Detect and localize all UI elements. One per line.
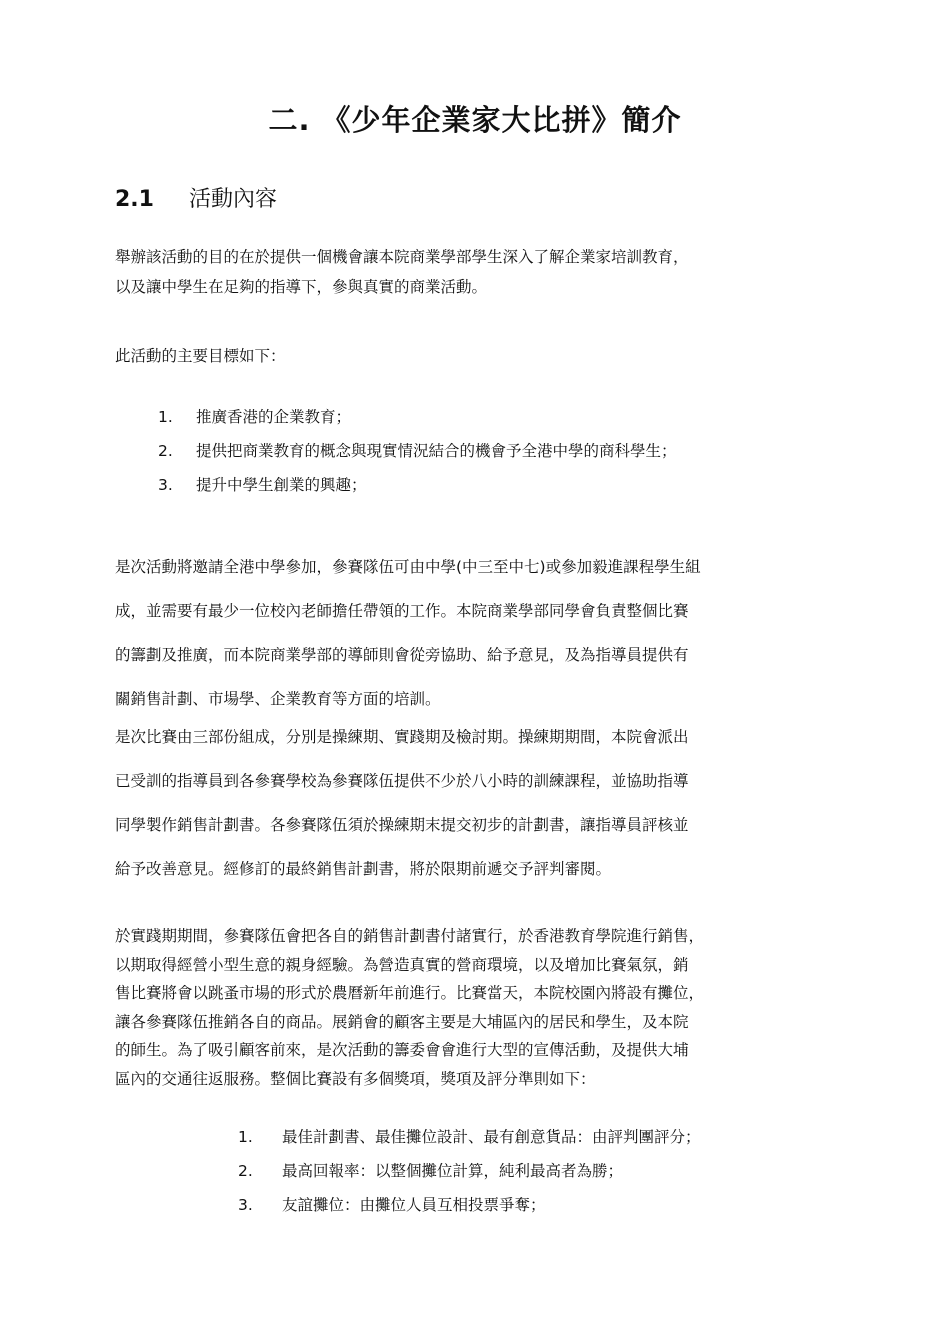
text-line: 以期取得經營小型生意的親身經驗。為營造真實的營商環境，以及增加比賽氣氛，銷 — [115, 955, 689, 974]
list-item — [238, 1190, 701, 1224]
objectives-list — [158, 404, 677, 506]
text-line: 讓各參賽隊伍推銷各自的商品。展銷會的顧客主要是大埔區內的居民和學生，及本院 — [115, 1012, 689, 1031]
list-number: 2. — [238, 1162, 253, 1180]
list-text: 友誼攤位：由攤位人員互相投票爭奪； — [282, 1196, 546, 1214]
list-number: 3. — [238, 1196, 253, 1214]
list-item — [158, 438, 677, 472]
list-number: 1. — [158, 408, 173, 426]
text-line: 是次活動將邀請全港中學參加，參賽隊伍可由中學(中三至中七)或參加毅進課程學生組 — [115, 558, 701, 576]
list-number: 2. — [158, 442, 173, 460]
practice-paragraph — [115, 922, 855, 1094]
participation-paragraph — [115, 545, 855, 721]
text-line: 於實踐期期間，參賽隊伍會把各自的銷售計劃書付諸實行，於香港教育學院進行銷售， — [115, 927, 705, 945]
list-item — [238, 1122, 701, 1156]
text-line: 給予改善意見。經修訂的最終銷售計劃書，將於限期前遞交予評判審閱。 — [115, 860, 612, 878]
text-line: 區內的交通往返服務。整個比賽設有多個獎項，獎項及評分準則如下： — [115, 1069, 596, 1088]
text-line: 舉辦該活動的目的在於提供一個機會讓本院商業學部學生深入了解企業家培訓教育， — [115, 248, 689, 266]
awards-list — [238, 1122, 701, 1224]
list-number: 1. — [238, 1128, 253, 1146]
section-heading — [115, 182, 277, 213]
list-text: 推廣香港的企業教育； — [196, 408, 352, 426]
text-line: 售比賽將會以跳蚤市場的形式於農曆新年前進行。比賽當天，本院校園內將設有攤位， — [115, 984, 705, 1003]
page-title: 二. 《少年企業家大比拼》簡介 — [268, 103, 682, 137]
text-line: 的師生。為了吸引顧客前來，是次活動的籌委會會進行大型的宣傳活動，及提供大埔 — [115, 1041, 689, 1060]
list-text: 最高回報率：以整個攤位計算，純利最高者為勝； — [282, 1162, 624, 1180]
intro-paragraph — [115, 242, 855, 302]
text-line: 是次比賽由三部份組成，分別是操練期、實踐期及檢討期。操練期期間，本院會派出 — [115, 728, 689, 746]
list-text: 最佳計劃書、最佳攤位設計、最有創意貨品：由評判團評分； — [282, 1128, 701, 1146]
section-title: 活動內容 — [189, 187, 278, 212]
list-number: 3. — [158, 476, 173, 494]
text-line: 已受訓的指導員到各參賽學校為參賽隊伍提供不少於八小時的訓練課程，並協助指導 — [115, 772, 689, 790]
list-text: 提供把商業教育的概念與現實情況結合的機會予全港中學的商科學生； — [196, 442, 677, 460]
text-line: 以及讓中學生在足夠的指導下，參與真實的商業活動。 — [115, 278, 488, 296]
text-line: 成，並需要有最少一位校內老師擔任帶領的工作。本院商業學部同學會負責整個比賽 — [115, 602, 689, 620]
text-line: 同學製作銷售計劃書。各參賽隊伍須於操練期末提交初步的計劃書，讓指導員評核並 — [115, 816, 689, 834]
section-number: 2.1 — [115, 187, 154, 212]
list-item — [158, 472, 677, 506]
structure-paragraph — [115, 715, 855, 891]
text-line: 關銷售計劃、市場學、企業教育等方面的培訓。 — [115, 690, 441, 708]
text-line: 的籌劃及推廣，而本院商業學部的導師則會從旁協助、給予意見，及為指導員提供有 — [115, 646, 689, 664]
list-item — [158, 404, 677, 438]
objectives-intro: 此活動的主要目標如下： — [115, 347, 286, 365]
list-text: 提升中學生創業的興趣； — [196, 476, 367, 494]
list-item — [238, 1156, 701, 1190]
